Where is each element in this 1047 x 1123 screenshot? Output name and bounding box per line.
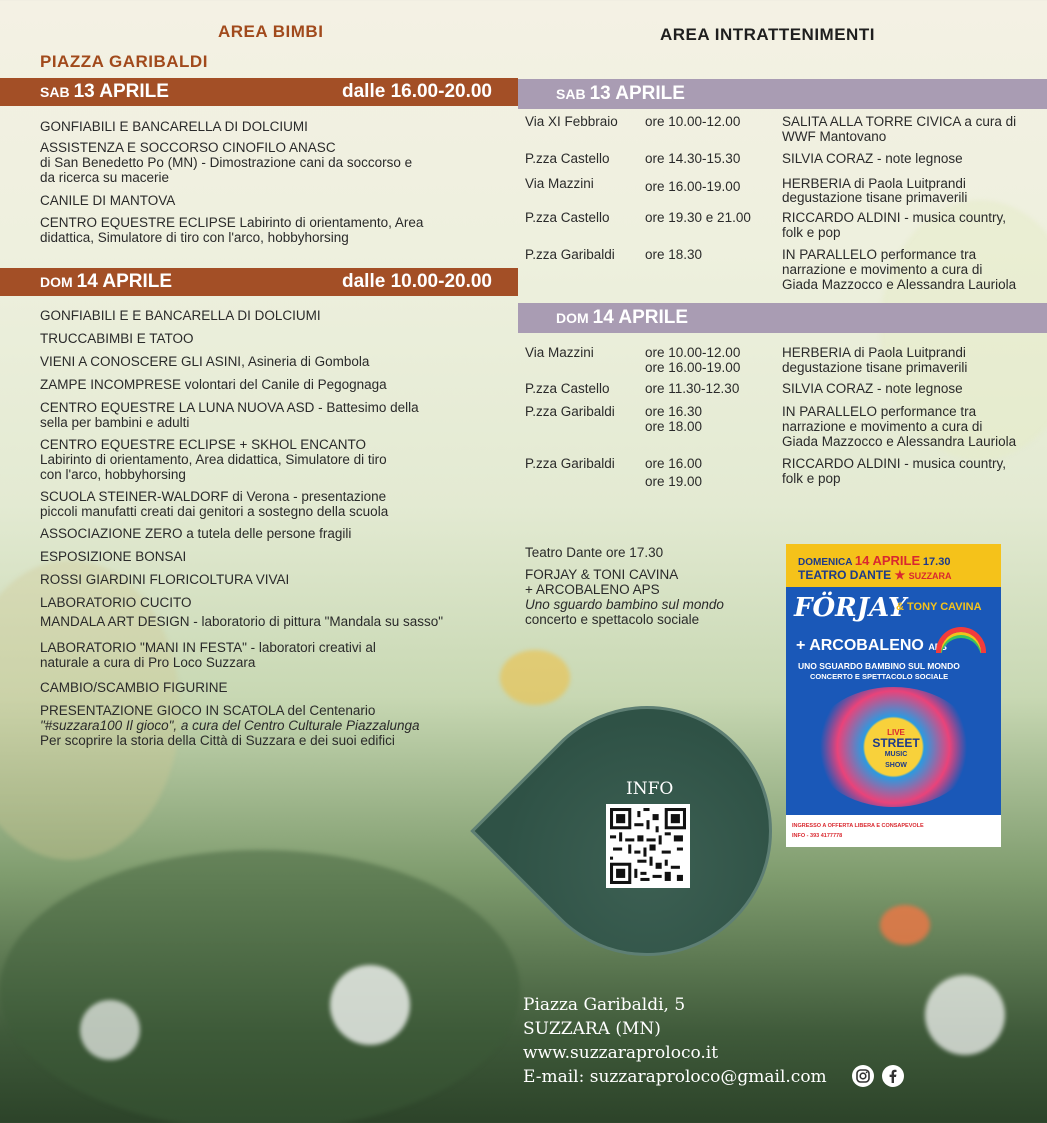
list-item: CENTRO EQUESTRE ECLIPSE + SKHOL ENCANTO: [40, 437, 366, 452]
sun-ent-row: P.zza Garibaldi ore 16.30 ore 18.00 IN PARALLELO performance tra narrazione e movimento a cura di Giada Mazzocco e Alessandra Lauriola: [525, 404, 1017, 449]
sat-hours: dalle 16.00-20.00: [342, 81, 492, 102]
list-item: GONFIABILI E E BANCARELLA DI DOLCIUMI: [40, 308, 321, 323]
list-item: Per scoprire la storia della Città di Suzzara e dei suoi edifici: [40, 733, 395, 748]
qr-code[interactable]: [606, 804, 690, 888]
footer-email[interactable]: E-mail: suzzaraproloco@gmail.com: [523, 1067, 827, 1087]
info-label: INFO: [626, 779, 674, 799]
list-item: piccoli manufatti creati dai genitori a sostegno della scuola: [40, 504, 389, 519]
flower-decoration: [330, 965, 410, 1045]
list-item: CENTRO EQUESTRE ECLIPSE Labirinto di orientamento, Area: [40, 215, 424, 230]
sun-hours: dalle 10.00-20.00: [342, 271, 492, 292]
sun-ent-row: P.zza Castello ore 11.30-12.30 SILVIA CORAZ - note legnose: [525, 381, 963, 396]
star-icon: ★: [894, 568, 906, 582]
list-item: CAMBIO/SCAMBIO FIGURINE: [40, 680, 228, 695]
sat-ent-row: P.zza Castello ore 14.30-15.30 SILVIA CORAZ - note legnose: [525, 151, 963, 166]
sat-date-label: SAB 13 APRILE: [40, 81, 169, 102]
rainbow-icon: [936, 627, 986, 653]
list-item: VIENI A CONOSCERE GLI ASINI, Asineria di Gombola: [40, 354, 370, 369]
list-item: CENTRO EQUESTRE LA LUNA NUOVA ASD - Battesimo della: [40, 400, 419, 415]
list-item: naturale a cura di Pro Loco Suzzara: [40, 655, 256, 670]
list-item: MANDALA ART DESIGN - laboratorio di pittura "Mandala su sasso": [40, 614, 444, 629]
poster-header: DOMENICA 14 APRILE 17.30 TEATRO DANTE ★ SUZZARA: [786, 544, 1001, 587]
footer-address: Piazza Garibaldi, 5: [523, 995, 686, 1015]
list-item: GONFIABILI E BANCARELLA DI DOLCIUMI: [40, 119, 308, 134]
list-item: ZAMPE INCOMPRESE volontari del Canile di Pegognaga: [40, 377, 387, 392]
area-intrattenimenti-title: AREA INTRATTENIMENTI: [660, 25, 875, 44]
list-item: TRUCCABIMBI E TATOO: [40, 331, 194, 346]
theatre-title: Uno sguardo bambino sul mondo: [525, 597, 724, 612]
list-item: da ricerca su macerie: [40, 170, 170, 185]
list-item: ROSSI GIARDINI FLORICOLTURA VIVAI: [40, 572, 290, 587]
facebook-icon[interactable]: [882, 1065, 904, 1087]
list-item: ESPOSIZIONE BONSAI: [40, 549, 187, 564]
flower-decoration: [925, 975, 1005, 1055]
event-poster: [786, 544, 1001, 847]
list-item: Labirinto di orientamento, Area didattica, Simulatore di tiro: [40, 452, 387, 467]
sun-ent-row: Via Mazzini ore 10.00-12.00 ore 16.00-19.00 HERBERIA di Paola Luitprandi degustazione tisane primaverili: [525, 345, 968, 375]
sat-ent-row: P.zza Garibaldi ore 18.30 IN PARALLELO performance tra narrazione e movimento a cura di Giada Mazzocco e Alessandra Lauriola: [525, 247, 1017, 292]
sat-ent-row: Via XI Febbraio ore 10.00-12.00 SALITA ALLA TORRE CIVICA a cura di WWF Mantovano: [525, 114, 1017, 144]
sun-day-bar: [0, 268, 518, 296]
list-item: "#suzzara100 Il gioco", a cura del Centro Culturale Piazzalunga: [40, 718, 420, 733]
theatre-artists-2: + ARCOBALENO APS: [525, 582, 660, 597]
list-item: didattica, Simulatore di tiro con l'arco, hobbyhorsing: [40, 230, 349, 245]
list-item: SCUOLA STEINER-WALDORF di Verona - presentazione: [40, 489, 387, 504]
theatre-subtitle: concerto e spettacolo sociale: [525, 612, 700, 627]
list-item: LABORATORIO "MANI IN FESTA" - laboratori creativi al: [40, 640, 376, 655]
sun-item-list: [40, 308, 515, 748]
list-item: ASSOCIAZIONE ZERO a tutela delle persone fragili: [40, 526, 352, 541]
flower-decoration: [880, 905, 930, 945]
facebook-glyph: [885, 1068, 901, 1084]
area-bimbi-place: PIAZZA GARIBALDI: [40, 52, 208, 71]
list-item: sella per bambini e adulti: [40, 415, 190, 430]
area-bimbi-title: AREA BIMBI: [218, 22, 324, 41]
theatre-info: [525, 545, 775, 627]
footer-city: SUZZARA (MN): [523, 1019, 661, 1039]
theatre-artists: FORJAY & TONI CAVINA: [525, 567, 679, 582]
list-item: LABORATORIO CUCITO: [40, 595, 192, 610]
sat-day-bar: [0, 78, 518, 106]
bg-decoration: [0, 850, 520, 1123]
sun-ent-bar: DOM 14 APRILE: [518, 303, 1047, 333]
sat-item-list: [40, 119, 510, 245]
instagram-icon[interactable]: [852, 1065, 874, 1087]
list-item: PRESENTAZIONE GIOCO IN SCATOLA del Centenario: [40, 703, 376, 718]
footer-website[interactable]: www.suzzaraproloco.it: [523, 1043, 719, 1063]
list-item: di San Benedetto Po (MN) - Dimostrazione cani da soccorso e: [40, 155, 413, 170]
sat-ent-row: P.zza Castello ore 19.30 e 21.00 RICCARDO ALDINI - musica country, folk e pop: [525, 210, 1007, 240]
sun-date-label: DOM 14 APRILE: [40, 271, 173, 292]
list-item: con l'arco, hobbyhorsing: [40, 467, 186, 482]
list-item: CANILE DI MANTOVA: [40, 193, 176, 208]
flower-decoration: [80, 1000, 140, 1060]
sponsor-strip: INGRESSO A OFFERTA LIBERA E CONSAPEVOLE INFO - 393 4177778: [786, 815, 1001, 847]
qr-code-icon: [610, 808, 686, 884]
sat-ent-bar: SAB 13 APRILE: [518, 79, 1047, 109]
list-item: ASSISTENZA E SOCCORSO CINOFILO ANASC: [40, 140, 336, 155]
poster-body: FÖRJAY & TONY CAVINA + ARCOBALENO APS UNO SGUARDO BAMBINO SUL MONDO CONCERTO E SPETTACOLO SOCIALE LIVE STREET MUSIC SHOW INGRESSO A OFFERTA LIBERA E CONSAPEVOLE INFO - 393 4177778: [786, 587, 1001, 847]
sun-ent-row: P.zza Garibaldi ore 16.00 ore 19.00 RICCARDO ALDINI - musica country, folk e pop: [525, 456, 1007, 489]
sat-ent-row: Via Mazzini ore 16.00-19.00 HERBERIA di Paola Luitprandi degustazione tisane primaverili: [525, 176, 968, 205]
theatre-time: Teatro Dante ore 17.30: [525, 545, 664, 560]
instagram-glyph: [855, 1068, 871, 1084]
